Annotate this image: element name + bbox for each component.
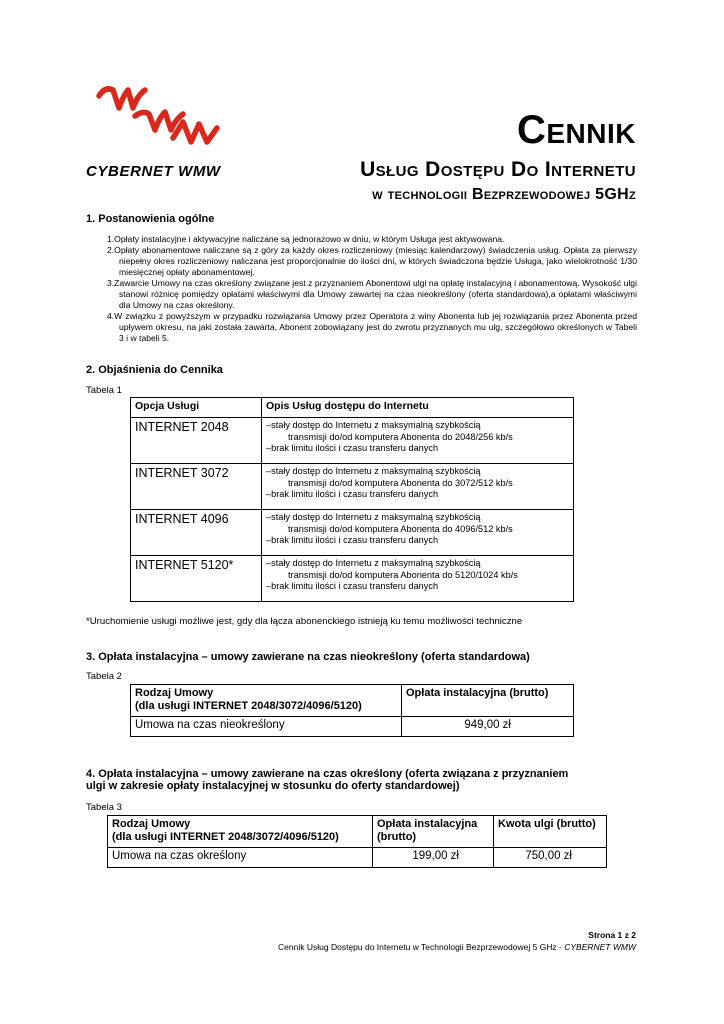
page-title: Cennik <box>516 108 636 152</box>
column-header: Opłata instalacyjna (brutto) <box>373 816 494 848</box>
page-subtitle-2: w technologii Bezprzewodowej 5GHz <box>372 186 636 203</box>
section-3-heading: 3. Opłata instalacyjna – umowy zawierane na czas nieokreślony (oferta standardowa) <box>86 651 530 663</box>
section-1-heading: 1. Postanowienia ogólne <box>86 213 215 225</box>
page-number: Strona 1 z 2 <box>588 930 636 940</box>
footer-doc-title: Cennik Usług Dostępu do Internetu w Technologii Bezprzewodowej 5 GHz - CYBERNET WMW <box>278 942 636 952</box>
footnote: *Uruchomienie usługi możliwe jest, gdy dla łącza abonenckiego istnieją ku temu możliwości techniczne <box>86 616 523 627</box>
column-header: Kwota ulgi (brutto) <box>494 816 607 848</box>
company-name: CYBERNET WMW <box>86 163 221 180</box>
table-row <box>131 510 574 556</box>
column-header: Opis Usług dostępu do Internetu <box>262 398 574 418</box>
table-row <box>108 848 607 868</box>
section-4-heading: 4. Opłata instalacyjna – umowy zawierane na czas określony (oferta związana z przyznaniem ulgi w zakresie opłaty instalacyjnej w stosunku do oferty standardowej) <box>86 768 569 792</box>
service-name: INTERNET 2048 <box>131 418 262 464</box>
column-header: Rodzaj Umowy (dla usługi INTERNET 2048/3072/4096/5120) <box>108 816 373 848</box>
table-row <box>131 418 574 464</box>
service-description: –stały dostęp do Internetu z maksymalną szybkością transmisji do/od komputera Abonenta do 5120/1024 kb/s –brak limitu ilości i czasu transferu danych <box>262 556 574 602</box>
table-3-caption: Tabela 3 <box>86 802 122 813</box>
table-1-caption: Tabela 1 <box>86 385 122 396</box>
list-item: 3.Zawarcie Umowy na czas określony związane jest z przyznaniem Abonentowi ulgi na opłatę instalacyjną i abonamentową. Wysokość ulgi stanowi różnicę pomiędzy opłatami właściwymi dla Umowy zawartej na czas nieokreślony (oferta standardowa),a opłatami właściwymi dla Umowy na czas określony. <box>107 278 637 310</box>
table-2-caption: Tabela 2 <box>86 671 122 682</box>
list-item: 2.Opłaty abonamentowe naliczane są z góry za każdy okres rozliczeniowy (miesiąc kalendarzowy) świadczenia usług. Opłata za pierwszy niepełny okres rozliczeniowy naliczana jest proporcjonalnie do ilości dni, w których świadczona będzie Usługa, jako wielokrotność 1/30 miesięcznej opłaty abonamentowej. <box>107 245 637 277</box>
table-row <box>131 556 574 602</box>
column-header: Rodzaj Umowy (dla usługi INTERNET 2048/3072/4096/5120) <box>131 685 402 717</box>
list-item: 1.Opłaty instalacyjne i aktywacyjne naliczane są jednorazowo w dniu, w którym Usługa jest aktywowana. <box>107 234 505 244</box>
wmw-logo <box>95 82 220 154</box>
section-2-heading: 2. Objaśnienia do Cennika <box>86 364 223 376</box>
table-2 <box>130 684 574 737</box>
service-description: –stały dostęp do Internetu z maksymalną szybkością transmisji do/od komputera Abonenta do 3072/512 kb/s –brak limitu ilości i czasu transferu danych <box>262 464 574 510</box>
service-name: INTERNET 4096 <box>131 510 262 556</box>
table-1 <box>130 397 574 602</box>
column-header: Opcja Usługi <box>131 398 262 418</box>
fee-value: 949,00 zł <box>402 717 574 737</box>
page-subtitle: Usług Dostępu Do Internetu <box>360 158 636 181</box>
table-row <box>131 464 574 510</box>
terms-list <box>107 234 637 344</box>
list-item: 4.W związku z powyższym w przypadku rozwiązania Umowy przez Operatora z winy Abonenta lub jej rozwiązania przez Abonenta przed upływem okresu, na jaki została zawarta, Abonent zobowiązany jest do zwrotu przyznanych mu ulg, szczegółowo określonych w Tabeli 3 i w tabeli 5. <box>107 311 637 343</box>
contract-type: Umowa na czas nieokreślony <box>131 717 402 737</box>
table-row <box>131 717 574 737</box>
service-description: –stały dostęp do Internetu z maksymalną szybkością transmisji do/od komputera Abonenta do 4096/512 kb/s –brak limitu ilości i czasu transferu danych <box>262 510 574 556</box>
fee-value: 199,00 zł <box>373 848 494 868</box>
table-3 <box>107 815 607 868</box>
column-header: Opłata instalacyjna (brutto) <box>402 685 574 717</box>
service-name: INTERNET 3072 <box>131 464 262 510</box>
service-description: –stały dostęp do Internetu z maksymalną szybkością transmisji do/od komputera Abonenta do 2048/256 kb/s –brak limitu ilości i czasu transferu danych <box>262 418 574 464</box>
contract-type: Umowa na czas określony <box>108 848 373 868</box>
service-name: INTERNET 5120* <box>131 556 262 602</box>
discount-value: 750,00 zł <box>494 848 607 868</box>
